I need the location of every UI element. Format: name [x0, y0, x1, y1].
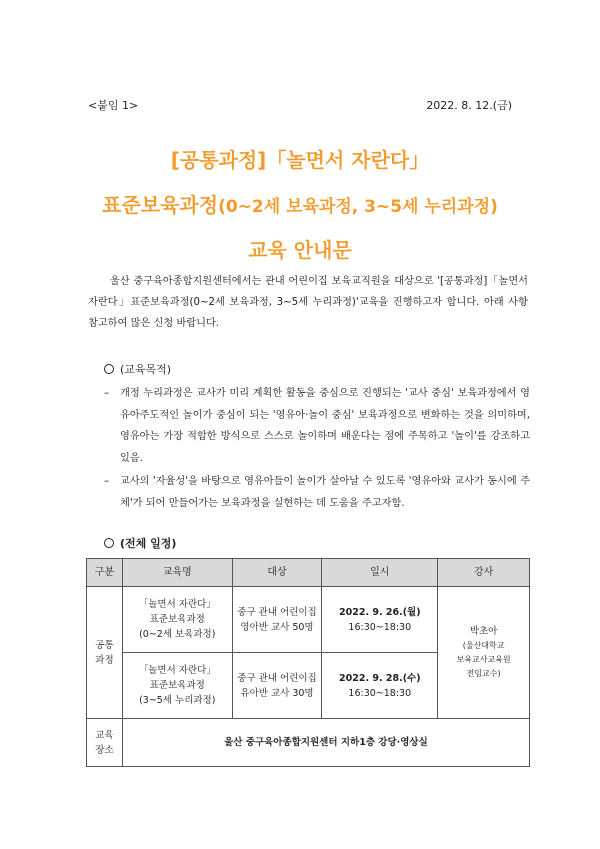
schedule-heading [104, 535, 176, 551]
column-header: 구분 [87, 559, 123, 587]
list-item [104, 471, 530, 514]
dash-bullet-icon: – [104, 388, 110, 399]
attachment-label: <붙임 1> [88, 99, 139, 112]
purpose-bullets [104, 383, 530, 516]
course-cell: 「놀면서 자란다」 표준보육과정 (0~2세 보육과정) [122, 587, 232, 653]
title-line-1: [공통과정]「놀면서 자란다」 [170, 148, 430, 172]
table-row [87, 719, 530, 767]
purpose-heading [104, 361, 171, 377]
column-header: 교육명 [122, 559, 232, 587]
column-header: 일시 [322, 559, 438, 587]
intro-paragraph [88, 271, 528, 334]
document-date: 2022. 8. 12.(금) [426, 99, 512, 112]
bullet-text: 교사의 '자율성'을 바탕으로 영유아들이 놀이가 살아날 수 있도록 '영유아와 교사가 동시에 주체'가 되어 만들어가는 보육과정을 실현하는 데 도움을 주고자함. [120, 476, 530, 509]
title-sub: (0~2세 보육과정, 3~5세 누리과정) [218, 197, 498, 217]
circle-bullet-icon [104, 538, 114, 548]
location-label-cell: 교육 장소 [87, 719, 123, 767]
table-row [87, 587, 530, 653]
title-line-2 [0, 189, 600, 218]
datetime-cell [322, 587, 438, 653]
dash-bullet-icon: – [104, 476, 110, 487]
intro-text: 울산 중구육아종합지원센터에서는 관내 어린이집 보육교직원을 대상으로 '[공통과정]「놀면서 자란다」표준보육과정(0~2세 보육과정, 3~5세 누리과정)'교육을 진행하고자 합니다. 아래 사항 참고하여 많은 신청 바랍니다. [88, 276, 528, 329]
time-text: 16:30~18:30 [348, 687, 412, 699]
column-header: 대상 [232, 559, 322, 587]
bullet-text: 개정 누리과정은 교사가 미리 계획한 활동을 중심으로 진행되는 '교사 중심' 보육과정에서 영유아주도적인 놀이가 중심이 되는 '영유아·놀이 중심' 보육과정으로 변화하는 것을 의미하며, 영유아는 가장 적합한 방식으로 스스로 놀이하며 배운다는 점에 주목하고 '놀이'를 강조하고 있음. [120, 388, 530, 464]
datetime-cell [322, 653, 438, 719]
time-text: 16:30~18:30 [348, 621, 412, 633]
schedule-heading-text: (전체 일정) [120, 537, 177, 550]
schedule-table [86, 558, 530, 767]
date-text: 2022. 9. 26.(월) [339, 606, 421, 618]
table-header-row [87, 559, 530, 587]
instructor-cell [438, 587, 530, 719]
title-main: 표준보육과정 [102, 193, 219, 217]
target-cell: 중구 관내 어린이집 유아반 교사 30명 [232, 653, 322, 719]
title-line-3: 교육 안내문 [248, 238, 352, 262]
instructor-affiliation: (울산대학교 보육교사교육원 전임교수) [456, 641, 511, 678]
instructor-name: 박초아 [469, 626, 498, 637]
list-item [104, 383, 530, 469]
date-text: 2022. 9. 28.(수) [339, 672, 421, 684]
purpose-heading-text: (교육목적) [120, 363, 172, 376]
course-cell: 「놀면서 자란다」 표준보육과정 (3~5세 누리과정) [122, 653, 232, 719]
location-cell: 울산 중구육아종합지원센터 지하1층 강당·영상실 [122, 719, 529, 767]
column-header: 강사 [438, 559, 530, 587]
target-cell: 중구 관내 어린이집 영아반 교사 50명 [232, 587, 322, 653]
circle-bullet-icon [104, 364, 114, 374]
category-cell: 공통 과정 [87, 587, 123, 719]
